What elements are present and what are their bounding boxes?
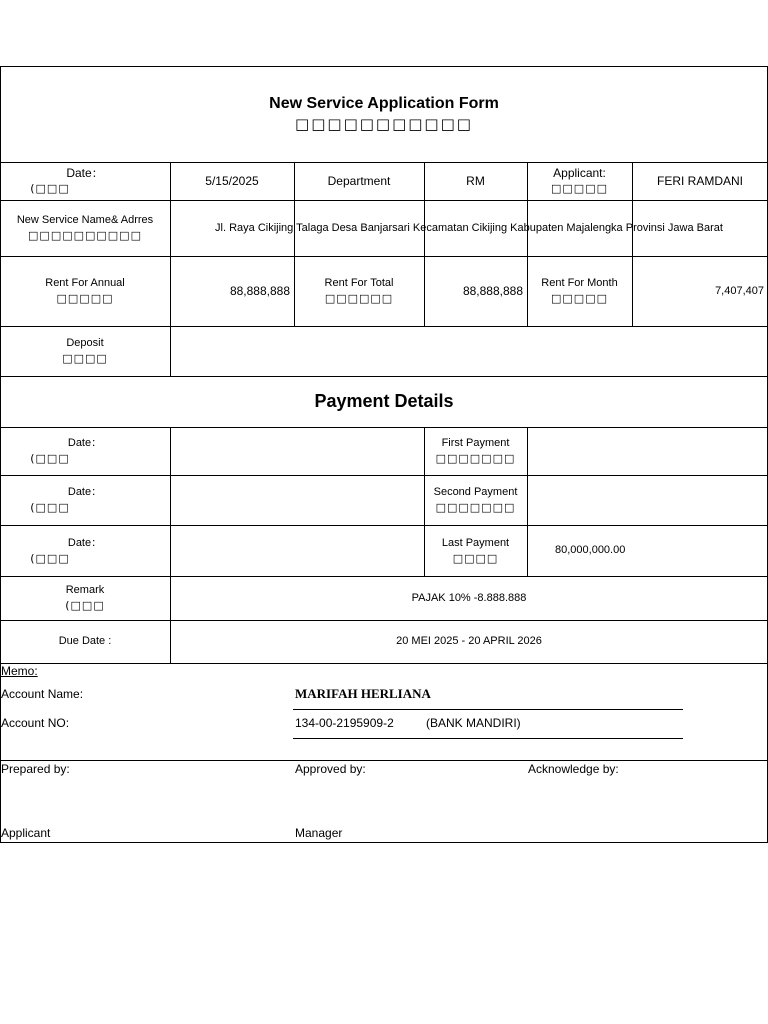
service-name-label-cell — [0, 200, 170, 256]
manager-signature-label: Manager — [295, 826, 343, 840]
service-address-value[interactable]: Jl. Raya Cikijing Talaga Desa Banjarsari Kecamatan Cikijing Kabupaten Majalengka Provinsi Jawa Barat — [215, 221, 723, 234]
remark-label-cell — [0, 576, 170, 620]
rent-month-value[interactable]: 7,407,407 — [715, 284, 764, 297]
second-payment-label: Second Payment — [433, 486, 518, 498]
date-label: Date： — [67, 437, 103, 449]
date-label-local: (□□□ — [30, 551, 70, 565]
applicant-label: Applicant: — [553, 166, 606, 180]
date-label-cell — [0, 162, 170, 200]
due-date-value[interactable]: 20 MEI 2025 - 20 APRIL 2026 — [396, 635, 542, 647]
deposit-label-local: □□□□ — [62, 352, 108, 365]
second-date-label-cell — [0, 475, 170, 525]
applicant-label-local: □□□□□ — [551, 182, 608, 195]
rent-month-label-local: □□□□□ — [551, 292, 608, 305]
first-date-label-cell — [0, 427, 170, 475]
department-label: Department — [327, 173, 391, 188]
date-label-local: (□□□ — [30, 452, 70, 465]
account-no-label: Account NO: — [1, 716, 70, 730]
rent-annual-label-local: □□□□□ — [56, 292, 114, 305]
rent-total-label-local: □□□□□□ — [324, 292, 394, 305]
date-label: Date： — [67, 536, 103, 549]
account-name-underline — [293, 709, 683, 710]
acknowledge-by-label: Acknowledge by: — [528, 762, 619, 776]
rent-total-label-cell — [294, 256, 424, 326]
bank-name: (BANK MANDIRI) — [426, 716, 521, 730]
account-name-value[interactable]: MARIFAH HERLIANA — [295, 686, 431, 701]
rent-month-label-cell — [527, 256, 632, 326]
payment-details-title: Payment Details — [314, 391, 454, 411]
account-name-label: Account Name: — [1, 687, 84, 701]
account-no-value[interactable]: 134-00-2195909-2 — [295, 716, 394, 730]
deposit-label-cell — [0, 326, 170, 376]
deposit-value[interactable] — [170, 326, 768, 376]
department-value[interactable]: RM — [466, 173, 485, 188]
rent-month-label: Rent For Month — [541, 277, 618, 289]
first-payment-label: First Payment — [441, 437, 510, 449]
last-payment-value[interactable]: 80,000,000.00 — [555, 544, 626, 556]
form-title: New Service Application Form — [269, 95, 499, 112]
second-payment-date-value[interactable] — [170, 475, 424, 525]
last-payment-label-cell — [424, 525, 527, 576]
last-date-label-cell — [0, 525, 170, 576]
remark-value[interactable]: PAJAK 10% -8.888.888 — [411, 591, 527, 604]
service-name-label-local: □□□□□□□□□□ — [28, 229, 142, 242]
date-label: Date： — [66, 166, 104, 180]
row-divider — [0, 760, 768, 761]
last-payment-label-local: □□□□ — [452, 551, 499, 565]
row-divider — [0, 663, 768, 664]
rent-annual-value[interactable]: 88,888,888 — [229, 283, 290, 298]
application-form — [0, 66, 768, 843]
second-payment-value[interactable] — [527, 475, 768, 525]
last-payment-label: Last Payment — [441, 536, 510, 549]
remark-label: Remark — [65, 584, 105, 596]
rent-annual-label: Rent For Annual — [45, 277, 125, 289]
rent-total-label: Rent For Total — [324, 277, 394, 289]
approved-by-label: Approved by: — [295, 762, 366, 776]
form-title-local: □□□□□□□□□□□ — [295, 115, 473, 133]
first-payment-label-local: □□□□□□□ — [435, 452, 516, 465]
second-payment-label-local: □□□□□□□ — [435, 501, 516, 514]
deposit-label: Deposit — [66, 337, 104, 349]
first-payment-label-cell — [424, 427, 527, 475]
prepared-by-label: Prepared by: — [1, 762, 70, 776]
service-name-label: New Service Name& Adrres — [16, 214, 154, 226]
account-no-underline — [293, 738, 683, 739]
remark-label-local: (□□□ — [65, 599, 105, 612]
last-payment-date-value[interactable] — [170, 525, 424, 576]
second-payment-label-cell — [424, 475, 527, 525]
date-label-local: (□□□ — [30, 501, 70, 514]
first-payment-date-value[interactable] — [170, 427, 424, 475]
applicant-signature-label: Applicant — [1, 826, 51, 840]
due-date-label: Due Date : — [58, 635, 112, 647]
date-label-local: (□□□ — [30, 182, 70, 195]
memo-label: Memo: — [1, 664, 38, 678]
rent-annual-label-cell — [0, 256, 170, 326]
applicant-value[interactable]: FERI RAMDANI — [656, 173, 743, 188]
first-payment-value[interactable] — [527, 427, 768, 475]
date-label: Date： — [67, 486, 103, 498]
rent-total-value[interactable]: 88,888,888 — [462, 283, 523, 298]
date-value[interactable]: 5/15/2025 — [205, 173, 259, 188]
form-title-block — [0, 66, 768, 162]
applicant-label-cell — [527, 162, 632, 200]
